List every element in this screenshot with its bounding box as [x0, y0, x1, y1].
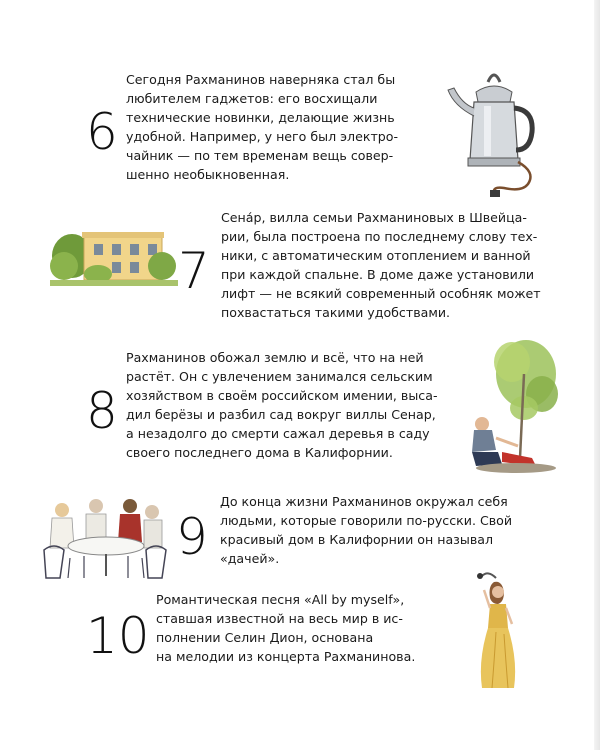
text-line: дил берёзы и разбил сад вокруг виллы Сенар,	[126, 407, 436, 422]
fact-text	[126, 348, 438, 462]
text-line: при каждой спальне. В доме даже установили	[221, 267, 535, 282]
text-line: «дачей».	[220, 551, 280, 566]
text-line: Рахманинов обожал землю и всё, что на ней	[126, 350, 424, 365]
people-at-table-illustration	[40, 494, 168, 580]
text-line: шенно необыкновенная.	[126, 167, 290, 182]
text-line: людьми, которые говорили по-русски. Свой	[220, 513, 513, 528]
text-line: красивый дом в Калифорнии он называл	[220, 532, 494, 547]
text-line: Сена́р, вилла семьи Рахманиновых в Швейца-	[221, 210, 527, 225]
electric-kettle-illustration	[444, 62, 544, 198]
text-line: растёт. Он с увлечением занимался сельским	[126, 369, 433, 384]
fact-text	[126, 70, 398, 184]
text-line: рии, была построена по последнему слову тех-	[221, 229, 538, 244]
fact-number: 8	[86, 382, 118, 440]
fact-number: 10	[86, 607, 150, 665]
fact-text	[156, 590, 415, 666]
text-line: а незадолго до смерти сажал деревья в саду	[126, 426, 430, 441]
fact-text	[220, 492, 512, 568]
text-line: ники, с автоматическим отоплением и ванной	[221, 248, 531, 263]
text-line: на мелодии из концерта Рахманинова.	[156, 649, 416, 664]
fact-text	[221, 208, 541, 322]
text-line: Сегодня Рахманинов наверняка стал бы	[126, 72, 396, 87]
text-line: До конца жизни Рахманинов окружал себя	[220, 494, 508, 509]
fact-number: 6	[86, 103, 118, 161]
text-line: Романтическая песня «All by myself»,	[156, 592, 405, 607]
text-line: любителем гаджетов: его восхищали	[126, 91, 378, 106]
text-line: полнении Селин Дион, основана	[156, 630, 374, 645]
singer-illustration	[466, 568, 530, 694]
text-line: своего последнего дома в Калифорнии.	[126, 445, 393, 460]
villa-illustration	[50, 222, 178, 288]
text-line: похвастаться такими удобствами.	[221, 305, 451, 320]
text-line: удобной. Например, у него был электро-	[126, 129, 399, 144]
text-line: технические новинки, делающие жизнь	[126, 110, 395, 125]
fact-number: 7	[178, 242, 210, 300]
text-line: лифт — не всякий современный особняк может	[221, 286, 541, 301]
text-line: хозяйством в своём российском имении, выса-	[126, 388, 438, 403]
page-edge	[594, 0, 600, 750]
planting-tree-illustration	[462, 334, 562, 476]
text-line: чайник — по тем временам вещь совер-	[126, 148, 394, 163]
fact-number: 9	[176, 508, 208, 566]
text-line: ставшая известной на весь мир в ис-	[156, 611, 403, 626]
